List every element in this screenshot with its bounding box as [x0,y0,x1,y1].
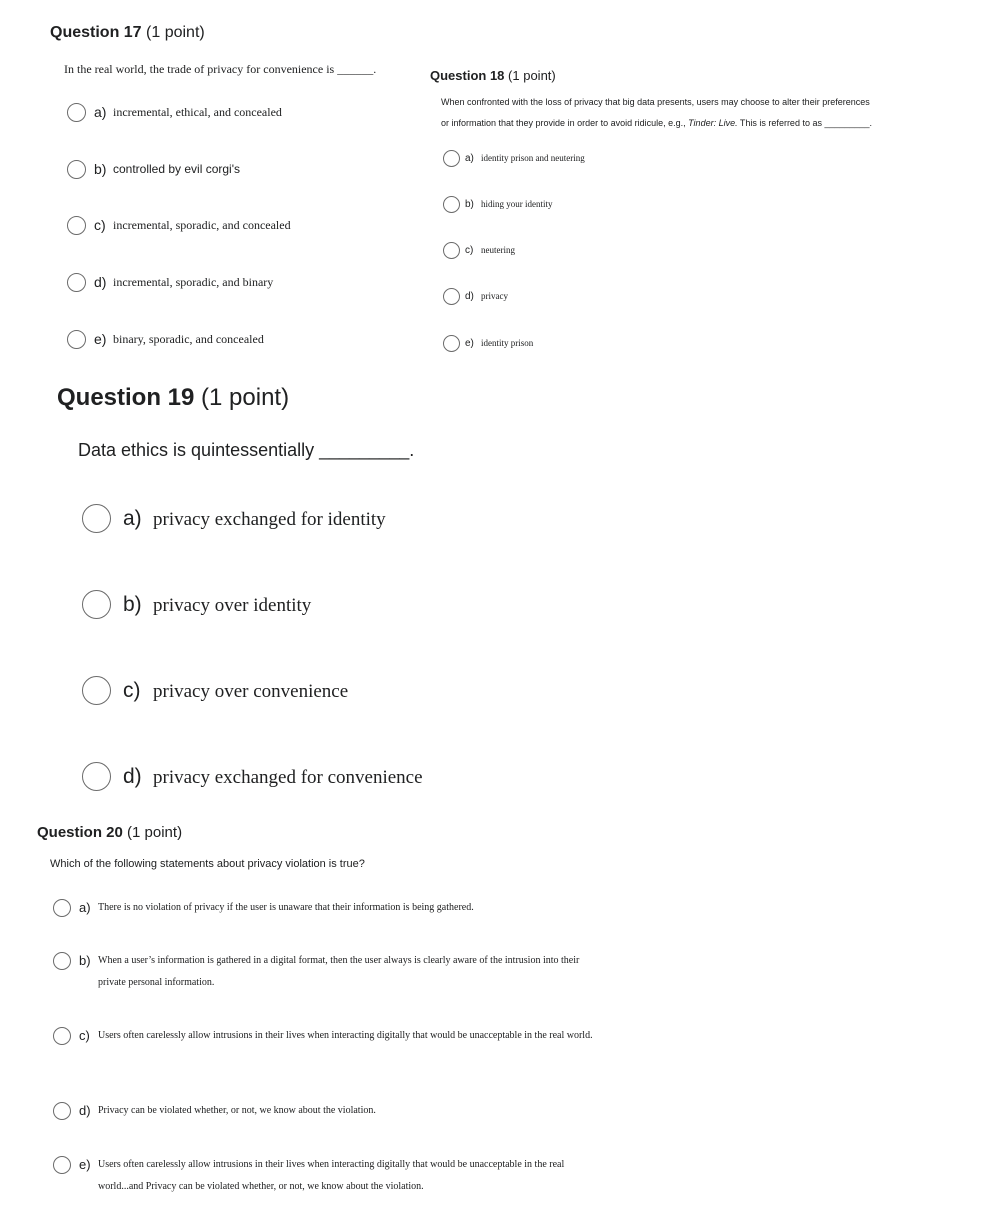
option-text: privacy over convenience [153,681,349,702]
radio-button[interactable] [67,160,86,179]
option-letter: a) [123,507,142,530]
radio-button[interactable] [82,504,111,533]
option-letter: d) [94,274,107,290]
answer-option-a[interactable] [443,150,585,167]
question-number: Question 17 [50,24,142,41]
question-points: (1 point) [201,384,290,411]
option-text: incremental, ethical, and concealed [113,105,282,119]
prompt-text: or information that they provide in order to avoid ridicule, e.g., [441,118,689,128]
answer-option-d[interactable] [443,288,508,305]
prompt-italic-text: Tinder: Live. [688,118,738,128]
radio-button[interactable] [53,1027,71,1045]
answer-option-e[interactable] [443,335,533,352]
option-text: privacy over identity [153,595,312,616]
answer-option-c[interactable] [443,242,515,259]
answer-option-d[interactable] [67,273,273,292]
option-text: identity prison and neutering [481,153,585,163]
answer-option-e[interactable] [67,330,264,349]
answer-option-a[interactable] [53,899,608,919]
option-letter: a) [465,153,474,164]
answer-option-a[interactable] [67,103,282,122]
question-number: Question 20 [37,824,123,841]
radio-button[interactable] [443,150,460,167]
radio-button[interactable] [82,762,111,791]
question-prompt: In the real world, the trade of privacy for convenience is ______. [64,62,377,76]
option-letter: d) [123,765,142,788]
answer-option-d[interactable] [53,1102,608,1122]
radio-button[interactable] [82,676,111,705]
answer-option-b[interactable] [82,590,311,622]
question-prompt-line-1: When confronted with the loss of privacy that big data presents, users may choose to alter their preferences [441,97,870,107]
option-letter: a) [79,900,91,915]
radio-button[interactable] [443,288,460,305]
option-text: There is no violation of privacy if the user is unaware that their information is being gathered. [98,902,474,913]
option-letter: b) [94,161,107,177]
answer-option-b[interactable] [53,952,608,994]
answer-option-c[interactable] [67,216,291,235]
option-text: incremental, sporadic, and binary [113,275,274,289]
option-text: privacy exchanged for convenience [153,767,423,788]
option-text: Privacy can be violated whether, or not, we know about the violation. [98,1105,376,1116]
option-text: Users often carelessly allow intrusions in their lives when interacting digitally that would be unacceptable in the real world...and Privacy can be violated whether, or not, we know about the violation. [98,1159,565,1192]
prompt-text: This is referred to as _________. [737,118,873,128]
option-letter: a) [94,104,107,120]
question-number: Question 18 [430,68,505,83]
option-text: binary, sporadic, and concealed [113,332,264,346]
question-points: (1 point) [508,68,556,83]
radio-button[interactable] [443,335,460,352]
radio-button[interactable] [443,196,460,213]
radio-button[interactable] [443,242,460,259]
option-letter: c) [465,245,474,256]
option-letter: b) [79,953,91,968]
option-letter: e) [79,1157,91,1172]
option-text: neutering [481,245,515,255]
answer-option-a[interactable] [82,504,386,536]
option-text: identity prison [481,338,534,348]
answer-option-d[interactable] [82,762,423,794]
answer-option-b[interactable] [67,160,240,179]
answer-option-e[interactable] [53,1156,608,1198]
option-letter: c) [79,1028,90,1043]
question-title [430,68,556,83]
question-number: Question 19 [57,384,195,411]
answer-option-b[interactable] [443,196,553,213]
question-prompt: Which of the following statements about privacy violation is true? [50,858,365,870]
answer-option-c[interactable] [82,676,348,708]
option-letter: e) [465,338,474,349]
option-letter: c) [94,217,106,233]
question-title [37,824,182,841]
option-letter: d) [465,291,474,302]
option-text: incremental, sporadic, and concealed [113,218,291,232]
question-title [57,384,289,412]
option-text: hiding your identity [481,199,553,209]
question-prompt-line-2 [441,118,872,128]
option-letter: b) [465,199,474,210]
option-letter: d) [79,1103,91,1118]
radio-button[interactable] [67,273,86,292]
option-letter: c) [123,679,141,702]
radio-button[interactable] [53,952,71,970]
question-points: (1 point) [146,24,205,41]
radio-button[interactable] [82,590,111,619]
answer-option-c[interactable] [53,1027,608,1047]
question-title [50,24,205,42]
radio-button[interactable] [53,1156,71,1174]
radio-button[interactable] [53,1102,71,1120]
option-letter: e) [94,331,107,347]
question-points: (1 point) [127,824,183,841]
radio-button[interactable] [67,330,86,349]
option-text: privacy [481,291,508,301]
option-letter: b) [123,593,142,616]
option-text: controlled by evil corgi's [113,162,241,176]
radio-button[interactable] [53,899,71,917]
option-text: Users often carelessly allow intrusions in their lives when interacting digitally that would be unacceptable in the real world. [98,1030,593,1041]
option-text: When a user’s information is gathered in a digital format, then the user always is clearly aware of the intrusion into their private personal information. [98,955,580,988]
radio-button[interactable] [67,216,86,235]
option-text: privacy exchanged for identity [153,509,386,530]
question-prompt: Data ethics is quintessentially _________. [78,440,415,460]
radio-button[interactable] [67,103,86,122]
